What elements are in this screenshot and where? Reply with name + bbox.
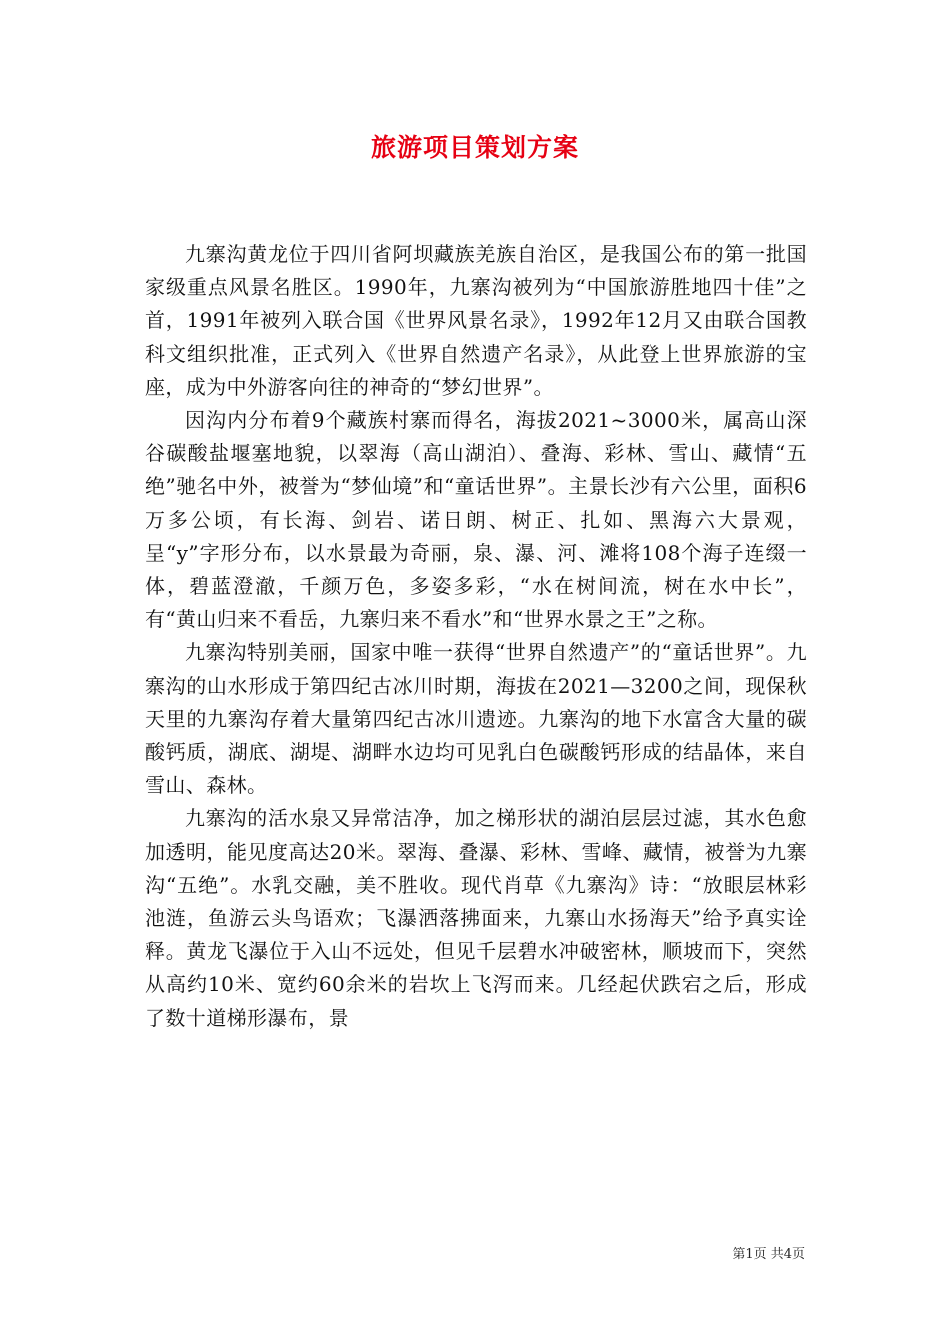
paragraph-1: 九寨沟黄龙位于四川省阿坝藏族羌族自治区，是我国公布的第一批国家级重点风景名胜区。1990年，九寨沟被列为“中国旅游胜地四十佳”之首，1991年被列入联合国《世界风景名录》，1992年12月又由联合国教科文组织批准，正式列入《世界自然遗产名录》，从此登上世界旅游的宝座，成为中外游客向往的神奇的“梦幻世界”。 <box>145 242 807 399</box>
page-number-footer: 第1页 共4页 <box>732 1247 805 1262</box>
document-body <box>145 238 807 1035</box>
document-title: 旅游项目策划方案 <box>370 133 579 162</box>
paragraph-2: 因沟内分布着9个藏族村寨而得名，海拔2021~3000米，属高山深谷碳酸盐堰塞地貌，以翠海（高山湖泊）、叠海、彩林、雪山、藏情“五绝”驰名中外，被誉为“梦仙境”和“童话世界”。主景长沙有六公里，面积6万多公顷，有长海、剑岩、诺日朗、树正、扎如、黑海六大景观，呈“y”字形分布，以水景最为奇丽，泉、瀑、河、滩将108个海子连缀一体，碧蓝澄澈，千颜万色，多姿多彩，“水在树间流，树在水中长”，有“黄山归来不看岳，九寨归来不看水”和“世界水景之王”之称。 <box>145 408 807 632</box>
paragraph-3: 九寨沟特别美丽，国家中唯一获得“世界自然遗产”的“童话世界”。九寨沟的山水形成于第四纪古冰川时期，海拔在2021—3200之间，现保秋天里的九寨沟存着大量第四纪古冰川遗迹。九寨沟的地下水富含大量的碳酸钙质，湖底、湖堤、湖畔水边均可见乳白色碳酸钙形成的结晶体，来自雪山、森林。 <box>145 640 807 798</box>
paragraph-4: 九寨沟的活水泉又异常洁净，加之梯形状的湖泊层层过滤，其水色愈加透明，能见度高达20米。翠海、叠瀑、彩林、雪峰、藏情，被誉为九寨沟“五绝”。水乳交融，美不胜收。现代肖草《九寨沟》诗：“放眼层林彩池涟，鱼游云头鸟语欢；飞瀑洒落拂面来，九寨山水扬海天”给予真实诠释。黄龙飞瀑位于入山不远处，但见千层碧水冲破密林，顺坡而下，突然从高约10米、宽约60余米的岩坎上飞泻而来。几经起伏跌宕之后，形成了数十道梯形瀑布，景 <box>145 806 807 1030</box>
